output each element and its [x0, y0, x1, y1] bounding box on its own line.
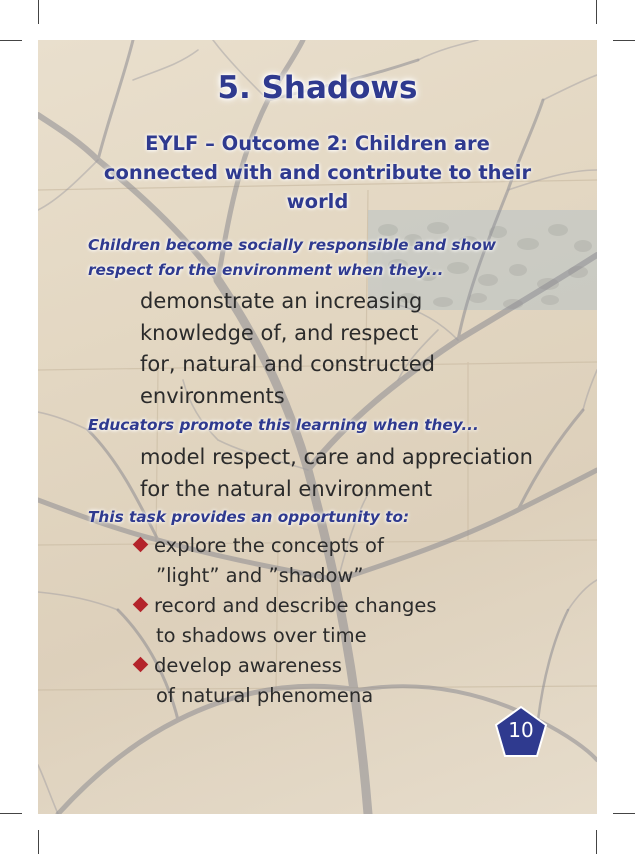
- bullet-text: of natural phenomena: [156, 683, 374, 707]
- section-body-children: [140, 286, 435, 412]
- body-line: for the natural environment: [140, 476, 433, 501]
- section-lead-children: [88, 233, 496, 283]
- red-diamond-icon: [133, 537, 149, 553]
- red-diamond-icon: [133, 657, 149, 673]
- body-line: environments: [140, 383, 285, 408]
- bullet-item: [132, 591, 437, 650]
- section-lead-educators: Educators promote this learning when they...: [88, 416, 479, 434]
- bullet-text: ”light” and ”shadow”: [156, 563, 364, 587]
- bullet-item: [132, 651, 373, 710]
- lead-line: Children become socially responsible and show: [88, 236, 496, 254]
- bullet-text: explore the concepts of: [154, 534, 384, 557]
- outcome-subtitle: [90, 129, 545, 216]
- subtitle-line: world: [286, 190, 349, 213]
- subtitle-line: connected with and contribute to their: [103, 161, 532, 184]
- page-title: 5. Shadows: [217, 70, 418, 106]
- section-body-educators: [140, 442, 533, 505]
- page-number: 10: [508, 718, 534, 742]
- body-line: demonstrate an increasing: [140, 289, 423, 313]
- body-line: knowledge of, and respect: [140, 320, 419, 345]
- subtitle-line: EYLF – Outcome 2: Children are: [145, 132, 490, 155]
- red-diamond-icon: [133, 597, 149, 613]
- lead-line: respect for the environment when they...: [88, 261, 444, 279]
- body-line: model respect, care and appreciation: [140, 445, 533, 469]
- bullet-text: develop awareness: [154, 654, 342, 677]
- bullet-text: to shadows over time: [156, 623, 367, 647]
- bullet-item: [132, 531, 384, 590]
- bullet-text: record and describe changes: [154, 594, 437, 617]
- body-line: for, natural and constructed: [140, 352, 435, 376]
- section-lead-task: This task provides an opportunity to:: [88, 508, 410, 526]
